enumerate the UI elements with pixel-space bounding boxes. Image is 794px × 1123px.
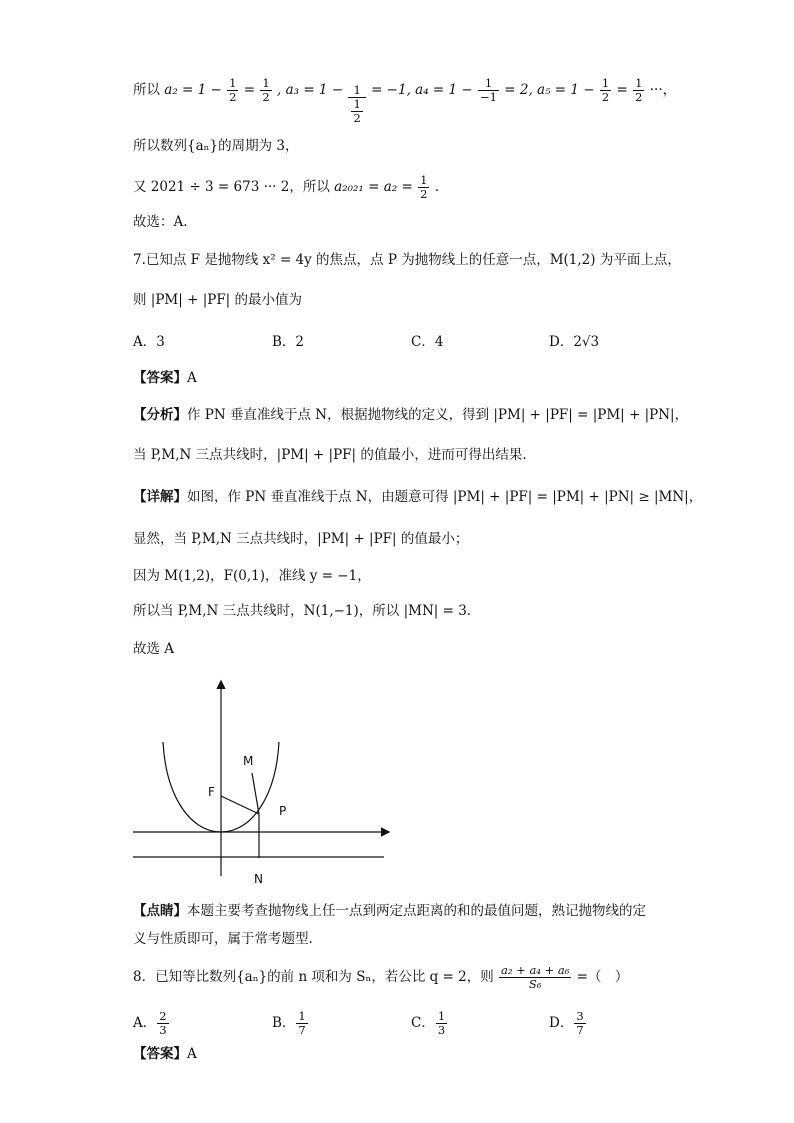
label-m: M: [243, 754, 254, 768]
q8-option-c: C． $\frac{1}{3}$: [411, 1009, 446, 1037]
remainder-line: [133, 174, 439, 201]
period-dot: .: [434, 179, 440, 195]
q7-detail-line2: 显然，当 P,M,N 三点共线时，|PM| + |PF| 的值最小；: [133, 531, 469, 547]
ellipsis: ···，: [649, 82, 677, 98]
parabola-figure: [128, 676, 408, 886]
q7-option-c: C．4: [411, 334, 444, 350]
q8-answer-value: A: [187, 1046, 197, 1062]
label-f: F: [208, 785, 215, 799]
term-a2: a₂ = 1 −: [164, 82, 222, 98]
q8-stem-end: =（ ）: [576, 969, 629, 985]
fraction-half-4: $\frac{1}{2}$: [635, 76, 643, 104]
q8-answer-tag: 【答案】: [133, 1046, 187, 1062]
term-a3: , a₃ = 1 −: [277, 82, 344, 98]
analysis-text-1: 作 PN 垂直准线于点 N，根据抛物线的定义，得到 |PM| + |PF| = |PM| + |PN|，: [187, 407, 689, 423]
text-so: 所以: [133, 82, 160, 98]
segment-mp: [252, 773, 259, 814]
q7-option-d: D．2√3: [549, 334, 600, 350]
detail-text-1: 如图，作 PN 垂直准线于点 N，由题意可得 |PM| + |PF| = |PM| + |PN| ≥ |MN|，: [187, 489, 703, 505]
equals: =: [243, 82, 256, 98]
comment-tag: 【点睛】: [133, 903, 187, 919]
fraction-half: $\frac{1}{2}$: [229, 76, 237, 104]
q8-answer: [133, 1044, 197, 1064]
label-n: N: [254, 872, 263, 886]
sequence-terms-line: [133, 77, 676, 125]
q7-detail-line5: 故选 A: [133, 641, 175, 657]
fraction-minus-one: $\frac{1}{-1}$: [480, 76, 497, 104]
q8-stem-text: 8．已知等比数列{aₙ}的前 n 项和为 Sₙ，若公比 q = 2，则: [133, 969, 494, 985]
q8-option-a: A． $\frac{2}{3}$: [133, 1009, 167, 1037]
a2021-expression: a₂₀₂₁ = a₂ =: [334, 179, 413, 195]
q7-detail-line1: [133, 487, 702, 507]
term-a5: = 2, a₅ = 1 −: [504, 82, 595, 98]
remainder-text: 又 2021 ÷ 3 = 673 ··· 2，所以: [133, 179, 330, 195]
q7-answer: [133, 368, 197, 388]
detail-tag: 【详解】: [133, 489, 187, 505]
q8-option-b: B． $\frac{1}{7}$: [272, 1009, 306, 1037]
equals-2: =: [616, 82, 628, 98]
comment-text-1: 本题主要考查抛物线上任一点到两定点距离的和的最值问题，熟记抛物线的定: [187, 903, 646, 919]
answer-tag: 【答案】: [133, 370, 187, 386]
q7-detail-line3: 因为 M(1,2)，F(0,1)，准线 y = −1，: [133, 568, 371, 584]
q7-stem-line1: 7.已知点 F 是抛物线 x² = 4y 的焦点，点 P 为抛物线上的任意一点，M(1,2) 为平面上点，: [133, 252, 681, 268]
q8-stem: [133, 964, 628, 991]
segment-pf: [221, 796, 259, 814]
q7-analysis-line1: [133, 405, 688, 425]
q7-option-b: B．2: [272, 334, 305, 350]
analysis-tag: 【分析】: [133, 407, 187, 423]
fraction-nested: $\frac{1}{\frac{1}{2}}$: [348, 84, 365, 125]
term-a4: = −1, a₄ = 1 −: [371, 82, 473, 98]
fraction-half-2: $\frac{1}{2}$: [262, 76, 270, 104]
q7-option-a: A．3: [133, 334, 165, 350]
fraction-half-5: $\frac{1}{2}$: [420, 173, 428, 201]
q8-fraction: $\frac{\text{a₂ + a₄ + a₆}}{\text{S₆}}$: [501, 963, 570, 991]
choice-line-6: 故选：A.: [133, 214, 188, 230]
answer-value: A: [187, 370, 197, 386]
q7-comment-line1: [133, 901, 646, 921]
q7-comment-line2: 义与性质即可，属于常考题型.: [133, 931, 313, 947]
fraction-half-3: $\frac{1}{2}$: [601, 76, 610, 104]
q7-analysis-line2: 当 P,M,N 三点共线时，|PM| + |PF| 的值最小，进而可得出结果.: [133, 447, 527, 463]
period-line: 所以数列{aₙ}的周期为 3，: [133, 138, 299, 154]
label-p: P: [279, 804, 287, 818]
q7-detail-line4: 所以当 P,M,N 三点共线时，N(1,−1)，所以 |MN| = 3.: [133, 603, 472, 619]
q8-option-d: D． $\frac{3}{7}$: [549, 1009, 584, 1037]
q7-stem-line2: 则 |PM| + |PF| 的最小值为: [133, 292, 303, 308]
